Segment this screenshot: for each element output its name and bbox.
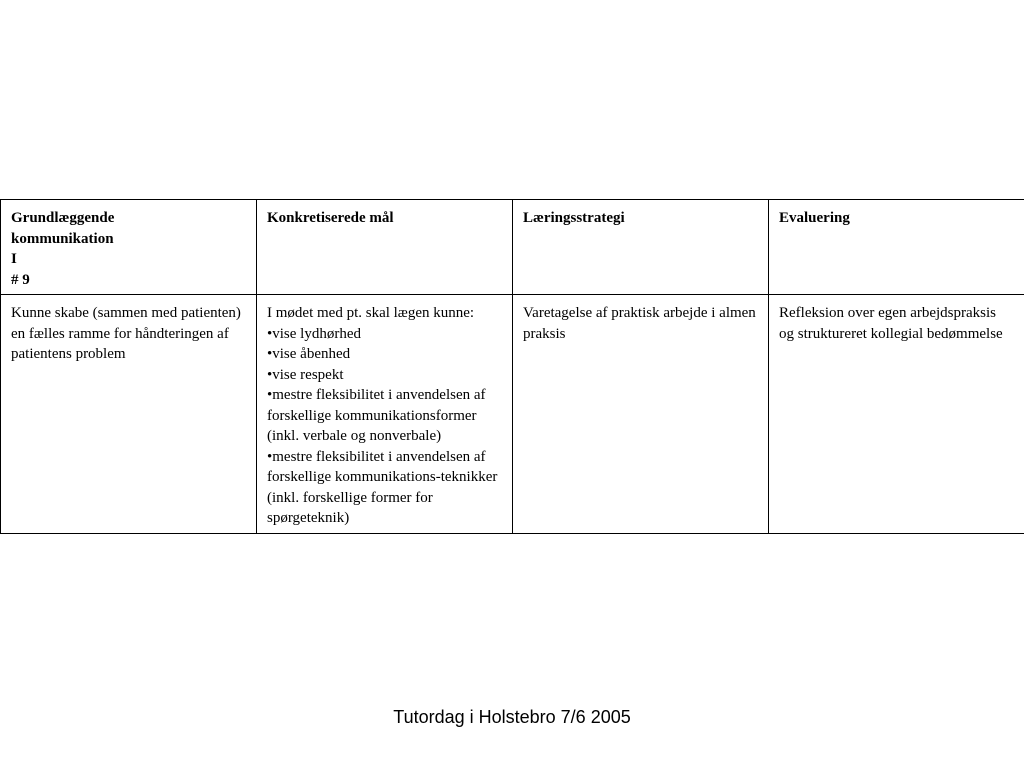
table-header-row	[1, 200, 1024, 295]
header-competency	[1, 200, 257, 295]
list-item	[267, 324, 502, 345]
cell-learning-strategy	[513, 295, 769, 534]
goal-text: vise respekt	[272, 366, 344, 383]
goal-text: vise åbenhed	[272, 346, 351, 362]
goals-list	[267, 324, 502, 529]
list-item	[267, 447, 502, 529]
bullet-icon: •	[267, 387, 273, 403]
list-item	[267, 344, 502, 365]
header-concrete-goals: Konkretiserede mål	[257, 200, 513, 295]
table-row	[1, 295, 1024, 534]
goal-text: vise lydhørhed	[272, 325, 361, 342]
header-evaluation: Evaluering	[769, 200, 1024, 295]
cell-competency	[1, 295, 257, 534]
header-competency-line: I	[11, 251, 17, 267]
goals-intro: I mødet med pt. skal lægen kunne:	[267, 305, 475, 321]
goal-text: mestre fleksibilitet i anvendelsen af forskellige kommunikations-teknikker (inkl. forskellige former for spørgeteknik)	[267, 448, 498, 526]
bullet-icon: •	[267, 346, 273, 362]
header-learning-strategy: Læringsstrategi	[513, 200, 769, 295]
header-competency-line: # 9	[11, 271, 30, 288]
competency-table	[0, 199, 1024, 534]
bullet-icon: •	[267, 325, 273, 342]
cell-competency-text: Kunne skabe (sammen med patienten) en fælles ramme for håndteringen af patientens problem	[11, 305, 241, 362]
goal-text: mestre fleksibilitet i anvendelsen af forskellige kommunikationsformer (inkl. verbale og nonverbale)	[267, 387, 486, 444]
header-competency-line: Grundlæggende	[11, 210, 115, 226]
cell-concrete-goals	[257, 295, 513, 534]
list-item	[267, 385, 502, 447]
bullet-icon: •	[267, 366, 273, 383]
cell-learning-strategy-text: Varetagelse af praktisk arbejde i almen praksis	[523, 305, 756, 342]
header-competency-line: kommunikation	[11, 230, 114, 247]
cell-evaluation-text: Refleksion over egen arbejdspraksis og struktureret kollegial bedømmelse	[779, 305, 1003, 342]
cell-evaluation	[769, 295, 1024, 534]
list-item	[267, 365, 502, 386]
bullet-icon: •	[267, 448, 273, 465]
slide-footer: Tutordag i Holstebro 7/6 2005	[393, 707, 631, 727]
